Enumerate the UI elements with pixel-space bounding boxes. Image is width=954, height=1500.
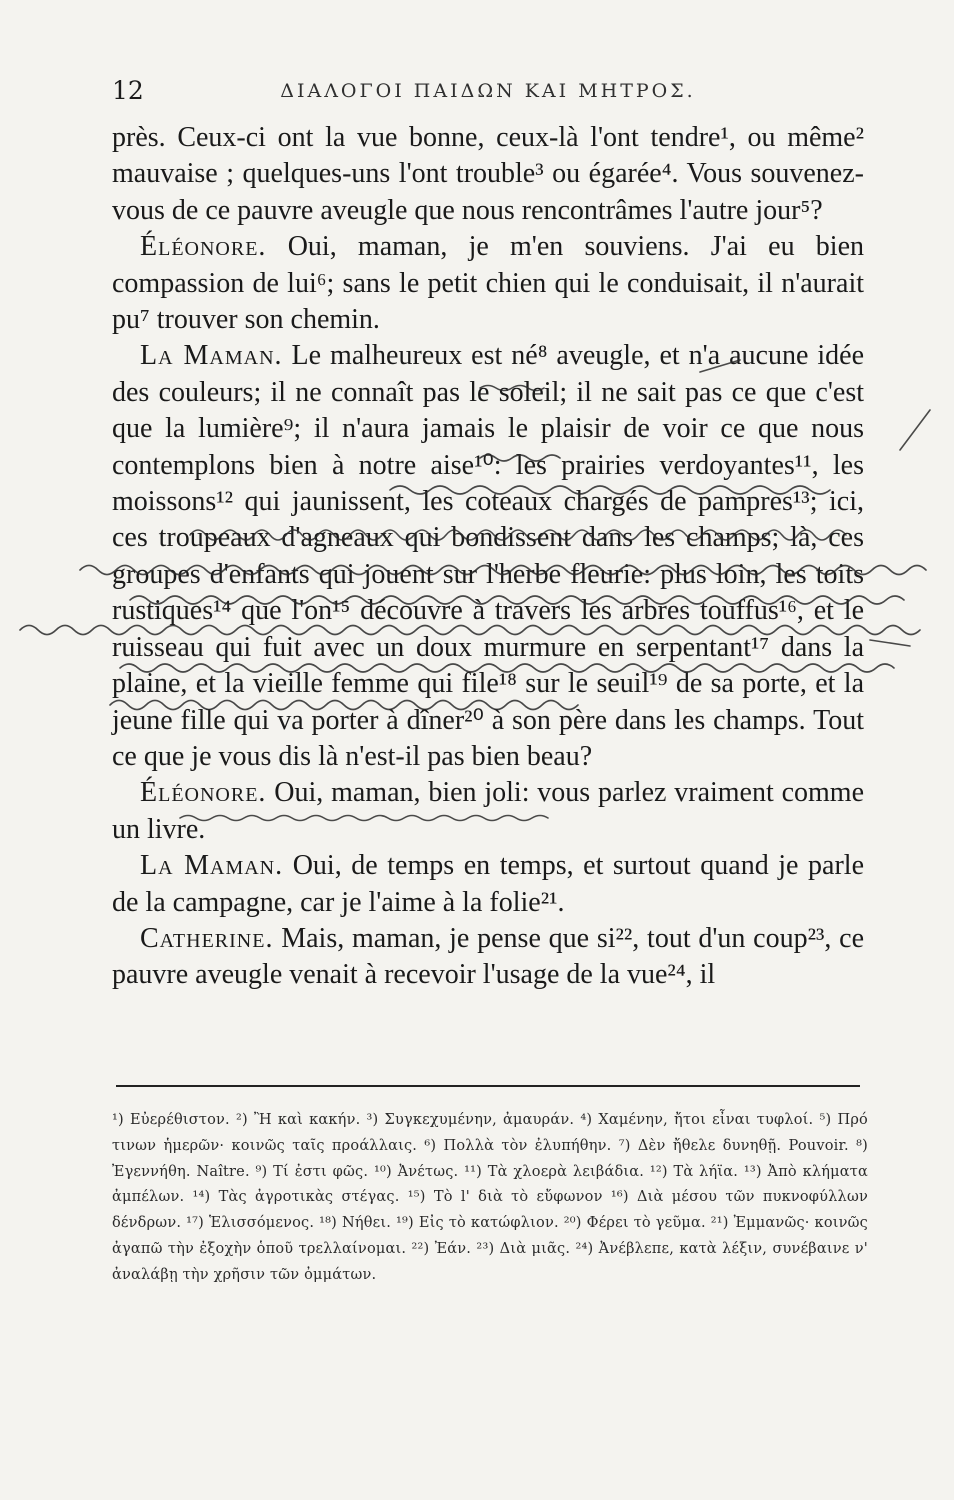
- paragraph-1-text: près. Ceux-ci ont la vue bonne, ceux-là l'ont tendre¹, ou même² mauvaise ; quelques-uns l'ont trouble³ ou égarée⁴. Vous souvenez-vous de ce pauvre aveugle que nous rencontrâmes l'autre jour⁵?: [112, 122, 864, 226]
- paragraph-5: [112, 848, 864, 921]
- paragraph-6-text: Mais, maman, je pense que si²², tout d'un coup²³, ce pauvre aveugle venait à recevoir l'usage de la vue²⁴, il: [112, 922, 864, 991]
- speaker-eleonore: Éléonore.: [140, 231, 267, 263]
- page-number: 12: [112, 76, 144, 105]
- paragraph-3: [112, 338, 864, 775]
- dialogue-text: [112, 120, 864, 994]
- speaker-catherine: Catherine.: [140, 922, 274, 954]
- paragraph-6: [112, 921, 864, 994]
- page-header: [112, 76, 864, 116]
- speaker-eleonore-2: Éléonore.: [140, 777, 267, 809]
- footnotes: ¹) Εὐερέθιστον. ²) Ἢ καὶ κακήν. ³) Συγκεχυμένην, ἀμαυράν. ⁴) Χαμένην, ἤτοι εἶναι τυφλοί. ⁵) Πρό τινων ἡμερῶν· κοινῶς ταῖς προάλλαις. ⁶) Πολλὰ τὸν ἐλυπήθην. ⁷) Δὲν ἤθελε δυνηθῇ. Pouvoir. ⁸) Ἐγεννήθη. Naître. ⁹) Τί ἐστι φῶς. ¹⁰) Ἀνέτως. ¹¹) Τὰ χλοερὰ λειβάδια. ¹²) Τὰ λήϊα. ¹³) Ἀπὸ κλήματα ἀμπέλων. ¹⁴) Τὰς ἀγροτικὰς στέγας. ¹⁵) Τὸ l' διὰ τὸ εὔφωνον ¹⁶) Διὰ μέσου τῶν πυκνοφύλλων δένδρων. ¹⁷) Ἑλισσόμενος. ¹⁸) Νήθει. ¹⁹) Εἰς τὸ κατώφλιον. ²⁰) Φέρει τὸ γεῦμα. ²¹) Ἐμμανῶς· κοινῶς ἀγαπῶ τὴν ἐξοχὴν ὁποῦ τρελλαίνομαι. ²²) Ἐάν. ²³) Διὰ μιᾶς. ²⁴) Ἀνέβλεπε, κατὰ λέξιν, συνέβαινε ν' ἀναλάβῃ τὴν χρῆσιν τῶν ὀμμάτων.: [112, 1112, 868, 1283]
- speaker-maman-2: La Maman.: [140, 850, 284, 882]
- running-title: ΔΙΑΛΟΓΟΙ ΠΑΙΔΩΝ ΚΑΙ ΜΗΤΡΟΣ.: [280, 80, 696, 102]
- paragraph-2-text: Oui, maman, je m'en souviens. J'ai eu bien compassion de lui⁶; sans le petit chien qui le conduisait, il n'aurait pu⁷ trouver son chemin.: [112, 231, 865, 336]
- paragraph-3-text: Le malheureux est né⁸ aveugle, et n'a aucune idée des couleurs; il ne connaît pas le soleil; il ne sait pas ce que c'est que la lumière⁹; il n'aura jamais le plaisir de voir ce que nous contemplons bien à notre aise¹⁰: les prairies verdoyantes¹¹, les moissons¹² qui jaunissent, les coteaux chargés de pampres¹³; ici, ces troupeaux d'agneaux qui bondissent dans les champs; là, ces groupes d'enfants qui jouent sur l'herbe fleurie: plus loin, les toits rustiques¹⁴ que l'on¹⁵ découvre à travers les arbres touffus¹⁶, et le ruisseau qui fuit avec un doux murmure en serpentant¹⁷ dans la plaine, et la vieille femme qui file¹⁸ sur le seuil¹⁹ de sa porte, et la jeune fille qui va porter à dîner²⁰ à son père dans les champs. Tout ce que je vous dis là n'est-il pas bien beau?: [112, 340, 865, 772]
- paragraph-2: [112, 229, 864, 338]
- paragraph-4-text: Oui, maman, bien joli: vous parlez vraiment comme un livre.: [112, 777, 865, 845]
- paragraph-4: [112, 775, 864, 848]
- paragraph-5-text: Oui, de temps en temps, et surtout quand je parle de la campagne, car je l'aime à la folie²¹.: [112, 850, 865, 918]
- paragraph-1: [112, 120, 864, 229]
- speaker-maman: La Maman.: [140, 340, 283, 372]
- footnote-rule: [116, 1085, 860, 1087]
